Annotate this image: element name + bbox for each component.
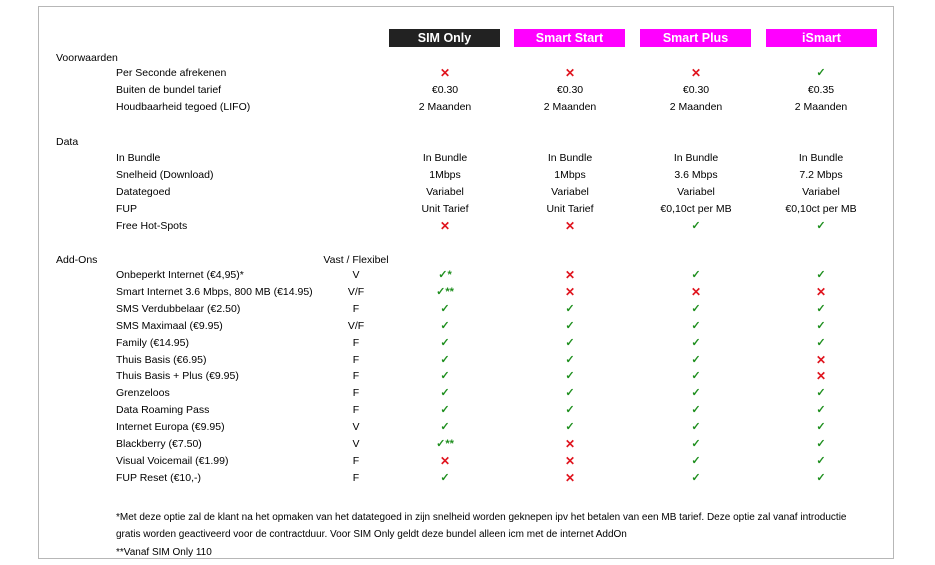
row-label: Internet Europa (€9.95) xyxy=(116,421,225,434)
flex-type: F xyxy=(352,336,360,349)
cross-icon: ✕ xyxy=(690,66,702,80)
cell-value: 2 Maanden xyxy=(669,100,723,113)
check-icon: ✓ xyxy=(691,219,701,232)
cell-value: Variabel xyxy=(426,185,464,198)
flex-type: F xyxy=(352,302,360,315)
row-label: Buiten de bundel tarief xyxy=(116,83,222,96)
footnote: **Vanaf SIM Only 110 xyxy=(116,547,212,558)
check-icon: ✓ xyxy=(565,421,575,434)
row-label: Grenzeloos xyxy=(116,387,170,400)
plan-header: SIM Only xyxy=(389,29,500,47)
check-icon: ✓ xyxy=(816,471,826,484)
cell-value: €0,10ct per MB xyxy=(785,202,857,215)
row-label: SMS Verdubbelaar (€2.50) xyxy=(116,302,241,315)
cell-value: 2 Maanden xyxy=(543,100,597,113)
flex-type: F xyxy=(352,353,360,366)
check-icon: ✓ xyxy=(691,421,701,434)
flex-type: V/F xyxy=(347,285,365,298)
section-title: Add-Ons xyxy=(56,254,98,266)
row-label: Data Roaming Pass xyxy=(116,404,210,417)
row-label: Thuis Basis (€6.95) xyxy=(116,353,207,366)
row-label: FUP Reset (€10,-) xyxy=(116,471,201,484)
check-icon: ✓ xyxy=(691,404,701,417)
check-icon: ✓ xyxy=(816,319,826,332)
check-icon: ✓ xyxy=(691,370,701,383)
check-icon: ✓ xyxy=(440,336,450,349)
cross-icon: ✕ xyxy=(815,352,827,367)
cell-value: 7.2 Mbps xyxy=(799,168,843,181)
check-icon: ✓ xyxy=(565,336,575,349)
cross-icon: ✕ xyxy=(564,268,576,282)
cross-icon: ✕ xyxy=(439,66,451,80)
flex-type: F xyxy=(352,370,360,383)
check-icon: ✓ xyxy=(691,336,701,349)
cell-value: Variabel xyxy=(551,185,589,198)
check-icon: ✓ xyxy=(816,219,826,232)
check-icon: ✓ xyxy=(440,370,450,383)
cross-icon: ✕ xyxy=(564,66,576,80)
footnote: gratis worden geactiveerd voor de contractduur. Voor SIM Only geldt deze bundel alleen icm met de internet AddOn xyxy=(116,529,627,540)
check-icon: ✓* xyxy=(438,269,452,281)
check-icon: ✓ xyxy=(565,353,575,366)
row-label: Blackberry (€7.50) xyxy=(116,438,202,450)
check-icon: ✓ xyxy=(565,370,575,383)
check-icon: ✓ xyxy=(565,387,575,400)
check-icon: ✓ xyxy=(816,454,826,467)
cell-value: In Bundle xyxy=(798,152,844,164)
check-icon: ✓ xyxy=(691,387,701,400)
check-icon: ✓ xyxy=(816,336,826,349)
cross-icon: ✕ xyxy=(815,369,827,384)
check-icon: ✓ xyxy=(691,319,701,332)
row-label: Thuis Basis + Plus (€9.95) xyxy=(116,370,239,383)
cell-value: €0.30 xyxy=(682,83,710,96)
check-icon: ✓ xyxy=(440,353,450,366)
cross-icon: ✕ xyxy=(690,284,702,299)
flex-type: V xyxy=(352,421,360,434)
check-icon: ✓ xyxy=(816,67,826,79)
cell-value: In Bundle xyxy=(547,152,593,164)
row-label: FUP xyxy=(116,202,137,215)
cross-icon: ✕ xyxy=(564,218,576,233)
check-icon: ✓** xyxy=(436,285,454,298)
cross-icon: ✕ xyxy=(439,453,451,468)
cell-value: 1Mbps xyxy=(554,168,586,181)
check-icon: ✓ xyxy=(440,421,450,434)
row-label: Free Hot-Spots xyxy=(116,219,188,232)
flex-type: F xyxy=(352,404,360,417)
row-label: Snelheid (Download) xyxy=(116,168,214,181)
check-icon: ✓ xyxy=(691,269,701,281)
cross-icon: ✕ xyxy=(564,470,576,485)
footnote: *Met deze optie zal de klant na het opmaken van het datategoed in zijn snelheid worden geknepen ipv het betalen van een MB tarief. Deze optie zal vanaf introductie xyxy=(116,512,847,523)
row-label: Smart Internet 3.6 Mbps, 800 MB (€14.95) xyxy=(116,285,313,298)
check-icon: ✓ xyxy=(565,404,575,417)
flex-type: F xyxy=(352,454,360,467)
check-icon: ✓ xyxy=(440,387,450,400)
cell-value: €0.30 xyxy=(431,83,459,96)
check-icon: ✓ xyxy=(691,438,701,450)
check-icon: ✓ xyxy=(565,319,575,332)
cell-value: Variabel xyxy=(677,185,715,198)
row-label: In Bundle xyxy=(116,152,161,164)
cell-value: €0,10ct per MB xyxy=(660,202,732,215)
check-icon: ✓ xyxy=(691,454,701,467)
check-icon: ✓ xyxy=(816,404,826,417)
check-icon: ✓** xyxy=(436,438,454,450)
row-label: Datategoed xyxy=(116,185,171,198)
check-icon: ✓ xyxy=(816,269,826,281)
row-label: Family (€14.95) xyxy=(116,336,189,349)
check-icon: ✓ xyxy=(440,319,450,332)
cell-value: In Bundle xyxy=(673,152,719,164)
plan-header: Smart Plus xyxy=(640,29,751,47)
plan-header: iSmart xyxy=(766,29,877,47)
check-icon: ✓ xyxy=(440,404,450,417)
section-title: Voorwaarden xyxy=(56,52,118,64)
flex-type: V xyxy=(352,269,360,281)
cell-value: In Bundle xyxy=(422,152,468,164)
check-icon: ✓ xyxy=(816,302,826,315)
check-icon: ✓ xyxy=(440,471,450,484)
cell-value: Variabel xyxy=(802,185,840,198)
cell-value: €0.35 xyxy=(807,83,835,96)
check-icon: ✓ xyxy=(691,302,701,315)
flex-type: F xyxy=(352,471,360,484)
check-icon: ✓ xyxy=(691,353,701,366)
row-label: Per Seconde afrekenen xyxy=(116,67,227,79)
check-icon: ✓ xyxy=(691,471,701,484)
cross-icon: ✕ xyxy=(564,284,576,299)
cell-value: 1Mbps xyxy=(429,168,461,181)
row-label: Visual Voicemail (€1.99) xyxy=(116,454,229,467)
check-icon: ✓ xyxy=(565,302,575,315)
cell-value: Unit Tarief xyxy=(546,202,594,215)
flex-type: V xyxy=(352,438,360,450)
cell-value: 2 Maanden xyxy=(794,100,848,113)
cell-value: Unit Tarief xyxy=(421,202,469,215)
cross-icon: ✕ xyxy=(564,437,576,451)
check-icon: ✓ xyxy=(816,421,826,434)
section-title: Data xyxy=(56,136,79,148)
flex-type: F xyxy=(352,387,360,400)
cross-icon: ✕ xyxy=(564,453,576,468)
row-label: Onbeperkt Internet (€4,95)* xyxy=(116,269,244,281)
cell-value: 2 Maanden xyxy=(418,100,472,113)
check-icon: ✓ xyxy=(816,438,826,450)
plan-header: Smart Start xyxy=(514,29,625,47)
row-label: Houdbaarheid tegoed (LIFO) xyxy=(116,100,251,113)
flex-column-header: Vast / Flexibel xyxy=(323,254,389,266)
cross-icon: ✕ xyxy=(439,218,451,233)
check-icon: ✓ xyxy=(816,387,826,400)
cross-icon: ✕ xyxy=(815,284,827,299)
cell-value: 3.6 Mbps xyxy=(674,168,718,181)
flex-type: V/F xyxy=(347,319,365,332)
row-label: SMS Maximaal (€9.95) xyxy=(116,319,223,332)
check-icon: ✓ xyxy=(440,302,450,315)
cell-value: €0.30 xyxy=(556,83,584,96)
